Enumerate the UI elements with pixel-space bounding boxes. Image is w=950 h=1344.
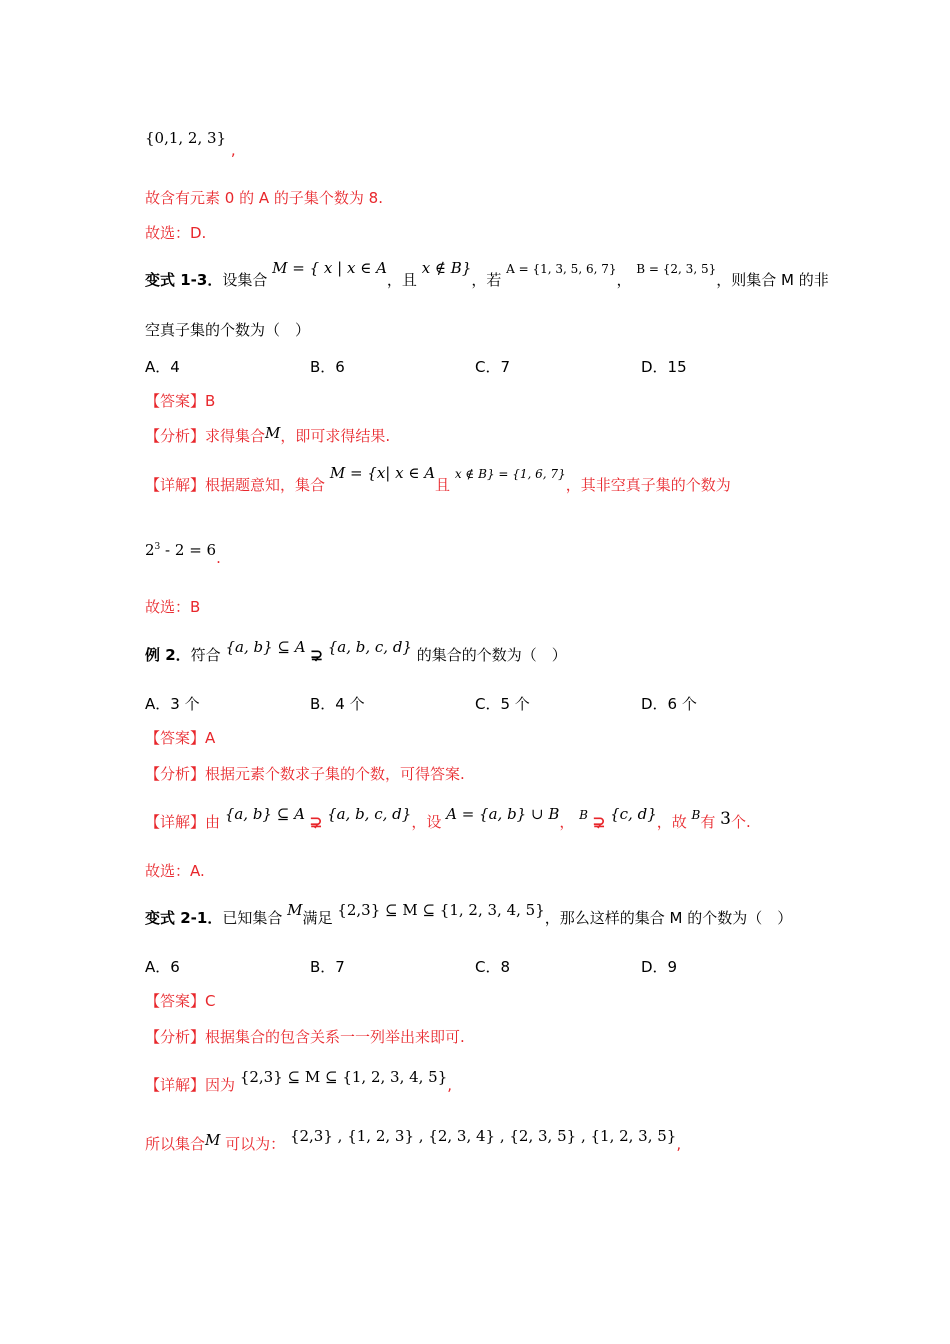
math-m-def: M = {x| x ∈ A [329, 464, 436, 482]
option-a: A．3 个 [145, 695, 200, 713]
enumeration-line [145, 1127, 682, 1154]
analysis-text: ，即可求得结果. [280, 427, 391, 445]
math-b: B [579, 808, 588, 822]
math-m: M [205, 1131, 221, 1149]
question-text: 满足 [302, 909, 333, 927]
enumeration-text: , [676, 1135, 682, 1153]
analysis-line [145, 1027, 465, 1047]
option-c: C．5 个 [475, 695, 530, 713]
question-text: ，若 [471, 271, 502, 289]
detail-bracket: 【详解】 [145, 1076, 206, 1094]
answer-line [145, 728, 215, 748]
conclusion-line: 故含有元素 0 的 A 的子集个数为 8. [145, 189, 383, 207]
question-example-2 [145, 638, 567, 665]
superset-symbol: ⊋ [310, 646, 323, 664]
math-inclusion: {2,3} ⊆ M ⊆ {1, 2, 3, 4, 5} [337, 901, 545, 919]
detail-text: ，设 [411, 813, 442, 831]
answer-bracket: 【答案】 [145, 729, 206, 747]
label-dot: ． [207, 909, 223, 927]
detail-text: 个. [731, 813, 751, 831]
answer-bracket: 【答案】 [145, 992, 206, 1010]
math-subset: {a, b} ⊆ A [225, 638, 306, 656]
question-variant-1-3 [145, 259, 829, 291]
math-inclusion: {2,3} ⊆ M ⊆ {1, 2, 3, 4, 5} [239, 1068, 448, 1086]
math-set-abcd: {a, b, c, d} [327, 638, 412, 656]
option-a: A．6 [145, 958, 180, 976]
math-set-cd: {c, d} [610, 805, 657, 823]
detail-line [145, 805, 751, 833]
math-x-not-in-b: x ∉ B} [421, 259, 472, 277]
math-m: M [265, 424, 281, 442]
calc-rest: - 2 = 6 [160, 541, 217, 559]
question-text: 已知集合 [222, 909, 283, 927]
math-subset: {a, b} ⊆ A [224, 805, 305, 823]
detail-text: , [447, 1076, 453, 1094]
selection-line-d: 故选：D. [145, 224, 207, 242]
calculation-line [145, 537, 221, 567]
comma: , [230, 141, 236, 159]
calc-dot: . [216, 549, 221, 567]
math-set-list: {2,3} , {1, 2, 3} , {2, 3, 4} , {2, 3, 5} , {1, 2, 3, 5} [289, 1127, 677, 1145]
math-m-def: M = { x | x ∈ A [272, 259, 387, 277]
answer-bracket: 【答案】 [145, 392, 206, 410]
detail-bracket: 【详解】 [145, 813, 206, 831]
question-text: ，且 [386, 271, 417, 289]
enumeration-text: 所以集合 [145, 1135, 206, 1153]
analysis-line [145, 764, 465, 784]
option-c: C．7 [475, 358, 511, 376]
question-text: 符合 [190, 646, 221, 664]
detail-text: 有 [700, 813, 716, 831]
option-b: B．7 [310, 958, 345, 976]
detail-bracket: 【详解】 [145, 476, 206, 494]
question-text: ， [616, 271, 632, 289]
answer-line [145, 991, 216, 1011]
detail-text: 根据题意知，集合 [205, 476, 326, 494]
math-three: 3 [720, 809, 731, 829]
answer-value: B [205, 392, 216, 410]
analysis-text: 求得集合 [205, 427, 266, 445]
question-text: 设集合 [222, 271, 268, 289]
math-result-set: x ∉ B} = {1, 6, 7} [454, 467, 566, 481]
detail-text: 且 [435, 476, 451, 494]
answer-value: C [205, 992, 216, 1010]
question-continuation: 空真子集的个数为（ ） [145, 321, 311, 339]
question-variant-2-1 [145, 901, 793, 928]
question-label: 例 2． [145, 646, 191, 664]
enumeration-text: 可以为： [225, 1135, 286, 1153]
label-dot: ． [207, 271, 223, 289]
detail-text: 因为 [205, 1076, 236, 1094]
option-d: D．15 [641, 358, 687, 376]
option-c: C．8 [475, 958, 511, 976]
set-expression: {0,1, 2, 3} [145, 129, 227, 147]
option-d: D．6 个 [641, 695, 697, 713]
math-set-a: A = {1, 3, 5, 6, 7} [506, 262, 617, 276]
analysis-text: 根据集合的包含关系一一列举出来即可. [205, 1028, 465, 1046]
option-a: A．4 [145, 358, 180, 376]
detail-text: ，故 [656, 813, 687, 831]
question-text: ，则集合 M 的非 [716, 271, 829, 289]
question-label: 变式 1-3 [145, 271, 208, 289]
math-set-b: B = {2, 3, 5} [636, 262, 717, 276]
analysis-bracket: 【分析】 [145, 1028, 206, 1046]
superset-symbol: ⊋ [592, 813, 606, 831]
math-set-abcd: {a, b, c, d} [327, 805, 412, 823]
calc-exponent: 3 [154, 542, 161, 552]
question-text: 的集合的个数为（ ） [416, 646, 567, 664]
math-union: A = {a, b} ∪ B [446, 805, 560, 823]
detail-text: ， [559, 813, 575, 831]
detail-text: ，其非空真子集的个数为 [565, 476, 731, 494]
option-b: B．4 个 [310, 695, 365, 713]
selection-line-b: 故选：B [145, 598, 201, 616]
calc-base: 2 [145, 541, 155, 559]
analysis-bracket: 【分析】 [145, 427, 206, 445]
analysis-line [145, 426, 390, 446]
selection-line-a: 故选：A. [145, 862, 205, 880]
analysis-text: 根据元素个数求子集的个数，可得答案. [205, 765, 465, 783]
detail-text: 由 [205, 813, 221, 831]
question-text: ，那么这样的集合 M 的个数为（ ） [544, 909, 793, 927]
detail-line [145, 1068, 453, 1095]
analysis-bracket: 【分析】 [145, 765, 206, 783]
math-m: M [287, 901, 303, 919]
question-label: 变式 2-1 [145, 909, 208, 927]
superset-symbol: ⊋ [309, 813, 323, 831]
option-b: B．6 [310, 358, 345, 376]
answer-value: A [205, 729, 216, 747]
option-d: D．9 [641, 958, 678, 976]
answer-line [145, 391, 215, 411]
math-b: B [691, 808, 701, 822]
set-line [145, 128, 236, 159]
